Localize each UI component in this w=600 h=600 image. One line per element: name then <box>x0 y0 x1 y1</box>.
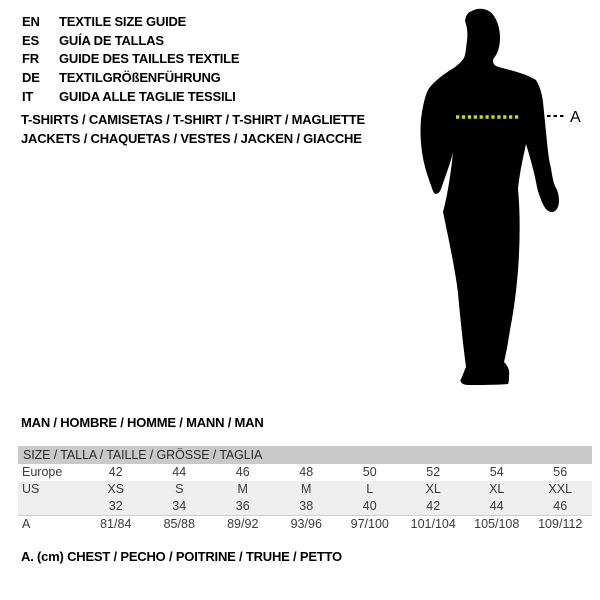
table-cell: 109/112 <box>529 515 593 532</box>
table-cell: 105/108 <box>465 515 529 532</box>
table-row-us-numeric <box>18 498 592 515</box>
language-code: EN <box>22 13 40 29</box>
table-cell: 56 <box>553 465 568 480</box>
table-cell: 44 <box>172 465 187 480</box>
table-cell: 101/104 <box>402 515 466 532</box>
table-cell: 50 <box>362 465 377 480</box>
size-table-header-row <box>18 446 592 464</box>
language-list <box>22 12 239 106</box>
language-label: GUÍA DE TALLAS <box>59 32 164 48</box>
table-cell: L <box>338 481 402 498</box>
measure-footnote: A. (cm) CHEST / PECHO / POITRINE / TRUHE / PETTO <box>21 549 342 564</box>
table-cell: 32 <box>84 498 148 515</box>
man-silhouette-figure <box>408 0 600 400</box>
table-row-europe <box>18 464 592 481</box>
language-row-es <box>22 31 239 50</box>
language-label: GUIDA ALLE TAGLIE TESSILI <box>59 89 236 105</box>
language-row-en <box>22 12 239 31</box>
measure-label-a: A <box>570 109 581 126</box>
garment-line-jackets: JACKETS / CHAQUETAS / VESTES / JACKEN / GIACCHE <box>21 131 362 146</box>
table-cell: 44 <box>465 498 529 515</box>
language-code: ES <box>22 32 39 48</box>
language-code: FR <box>22 51 39 67</box>
language-label: TEXTILE SIZE GUIDE <box>59 13 187 29</box>
row-label: Europe <box>22 465 63 480</box>
table-cell: 85/88 <box>148 515 212 532</box>
table-cell: 81/84 <box>84 515 148 532</box>
table-cell: 54 <box>489 465 504 480</box>
table-cell: 34 <box>148 498 212 515</box>
section-title-man: MAN / HOMBRE / HOMME / MANN / MAN <box>21 415 264 430</box>
language-code: IT <box>22 89 34 105</box>
garment-line-tshirts: T-SHIRTS / CAMISETAS / T-SHIRT / T-SHIRT / MAGLIETTE <box>21 112 365 127</box>
table-cell: M <box>211 481 275 498</box>
table-cell: S <box>148 481 212 498</box>
table-cell: 36 <box>211 498 275 515</box>
table-row-chest-cm <box>18 515 592 532</box>
size-table-header: SIZE / TALLA / TAILLE / GRÖSSE / TAGLIA <box>18 446 592 464</box>
table-cell: XS <box>84 481 148 498</box>
table-cell: 89/92 <box>211 515 275 532</box>
size-table <box>18 446 592 533</box>
table-cell: 97/100 <box>338 515 402 532</box>
language-row-it <box>22 87 239 106</box>
table-cell: 42 <box>108 465 123 480</box>
language-label: TEXTILGRÖßENFÜHRUNG <box>59 70 221 86</box>
table-cell: XL <box>402 481 466 498</box>
row-label: US <box>18 481 84 498</box>
table-cell: M <box>275 481 339 498</box>
table-cell: 40 <box>338 498 402 515</box>
language-row-de <box>22 68 239 87</box>
table-cell: 46 <box>529 498 593 515</box>
table-cell: XXL <box>529 481 593 498</box>
table-cell: 93/96 <box>275 515 339 532</box>
table-row-us <box>18 481 592 498</box>
language-code: DE <box>22 70 40 86</box>
table-cell: 46 <box>235 465 250 480</box>
table-cell: 52 <box>426 465 441 480</box>
man-silhouette-shape <box>421 9 560 385</box>
language-row-fr <box>22 50 239 69</box>
language-label: GUIDE DES TAILLES TEXTILE <box>59 51 240 67</box>
table-cell: 38 <box>275 498 339 515</box>
size-table-grid <box>18 446 592 533</box>
table-cell: 42 <box>402 498 466 515</box>
row-label <box>18 498 84 515</box>
garment-types <box>21 110 365 148</box>
table-cell: XL <box>465 481 529 498</box>
row-label: A <box>18 515 84 532</box>
table-cell: 48 <box>299 465 314 480</box>
